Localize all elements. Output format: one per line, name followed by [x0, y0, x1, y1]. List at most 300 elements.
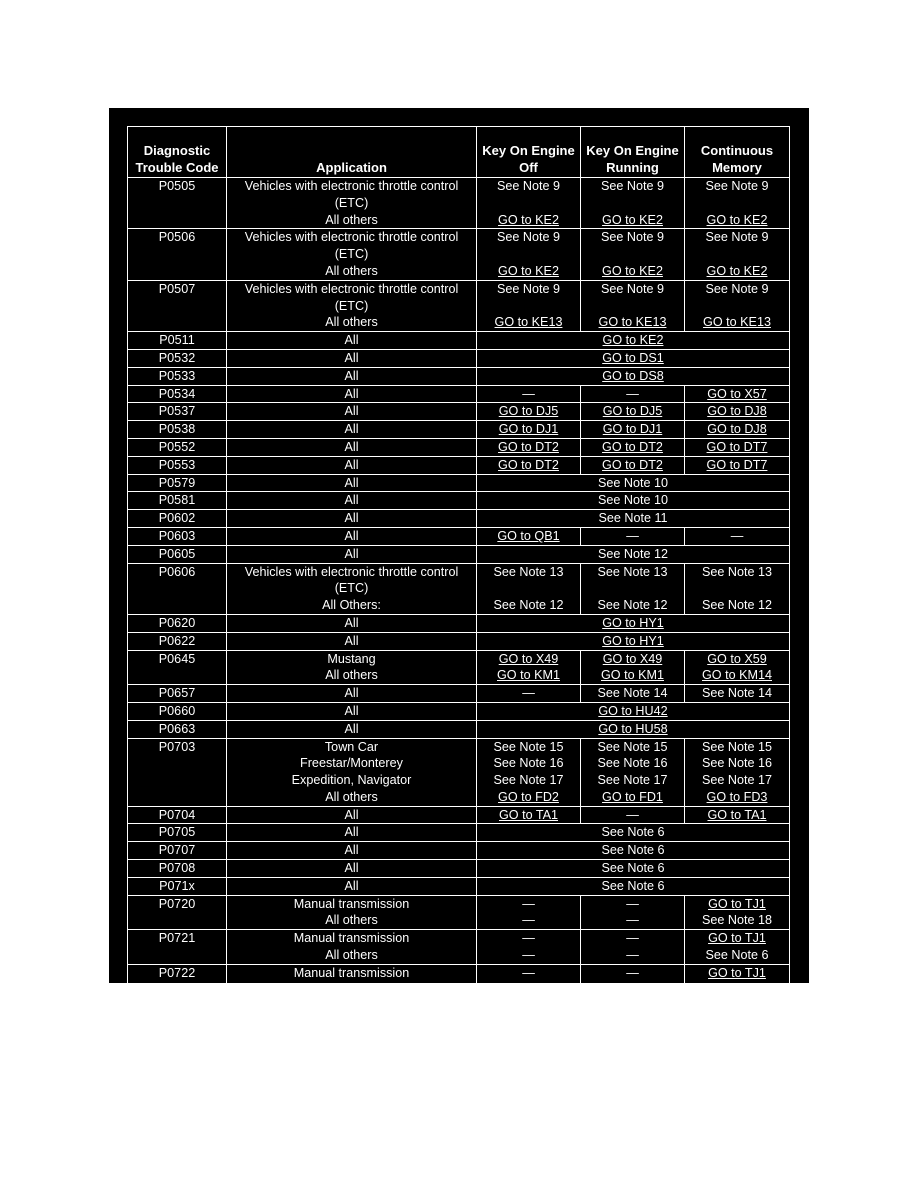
header-code-line: Trouble Code	[135, 160, 219, 176]
cell-text: —	[522, 896, 535, 911]
cell-app	[227, 349, 477, 367]
dtc-code: P0603	[158, 528, 196, 543]
cell-merged	[477, 860, 790, 878]
table-row	[128, 720, 790, 738]
cell-app	[227, 632, 477, 650]
cell-app	[227, 563, 477, 614]
cell-text: All	[344, 422, 359, 437]
cell-text: See Note 16	[597, 756, 668, 771]
dtc-code: P0602	[158, 511, 196, 526]
table-row	[128, 738, 790, 806]
cell-text	[685, 246, 789, 263]
cell-text: All	[344, 807, 359, 822]
cell-app	[227, 545, 477, 563]
cell-app	[227, 930, 477, 965]
cell-merged	[477, 510, 790, 528]
cell-code	[128, 474, 227, 492]
header-koeo-line: Key On Engine	[482, 143, 575, 159]
cell-text: All	[344, 546, 359, 561]
cell-koer	[581, 403, 685, 421]
cell-text: See Note 18	[701, 913, 773, 928]
cell-text: See Note 6	[601, 861, 665, 876]
goto-link[interactable]: GO to DT2	[602, 457, 663, 472]
goto-link[interactable]: GO to X49	[498, 651, 559, 666]
cell-app	[227, 178, 477, 229]
goto-link[interactable]: GO to DJ1	[498, 422, 559, 437]
goto-link[interactable]: GO to TA1	[498, 807, 559, 822]
goto-link[interactable]: GO to QB1	[497, 528, 560, 543]
cell-text: Mustang	[327, 651, 376, 666]
cell-text: (ETC)	[334, 247, 369, 262]
goto-link[interactable]: GO to KE2	[602, 263, 663, 278]
cell-text: See Note 9	[600, 179, 664, 193]
cell-code	[128, 964, 227, 999]
table-row	[128, 403, 790, 421]
cell-text: See Note 14	[701, 686, 773, 701]
goto-link[interactable]: GO to KE13	[494, 315, 563, 330]
cell-text: All	[344, 368, 359, 383]
cell-cm	[685, 385, 790, 403]
goto-link[interactable]: GO to KE2	[706, 263, 768, 278]
cell-text: See Note 10	[597, 475, 669, 490]
cell-app	[227, 738, 477, 806]
cell-text: (ETC)	[334, 581, 369, 596]
dtc-code: P0645	[158, 651, 196, 666]
cell-text: All	[344, 721, 359, 736]
cell-code	[128, 421, 227, 439]
cell-code	[128, 877, 227, 895]
table-row	[128, 456, 790, 474]
cell-cm	[685, 806, 790, 824]
cell-text: All others	[325, 789, 378, 804]
header-application	[227, 127, 477, 178]
cell-koeo	[477, 895, 581, 930]
goto-link[interactable]: GO to FD2	[498, 789, 559, 804]
table-row	[128, 860, 790, 878]
cell-text: See Note 9	[705, 281, 769, 296]
cell-text: —	[626, 982, 639, 997]
goto-link[interactable]: GO to HU58	[598, 721, 668, 736]
cell-text: All others	[325, 263, 378, 278]
cell-code	[128, 806, 227, 824]
cell-code	[128, 332, 227, 350]
table-row	[128, 964, 790, 999]
cell-koer	[581, 685, 685, 703]
cell-merged	[477, 824, 790, 842]
cell-koer	[581, 930, 685, 965]
cell-text: (ETC)	[334, 195, 369, 210]
table-row	[128, 614, 790, 632]
dtc-code: P0703	[158, 739, 196, 754]
cell-app	[227, 280, 477, 331]
cell-text: All	[344, 457, 359, 472]
cell-text: —	[522, 913, 535, 928]
cell-text: Vehicles with electronic throttle control	[244, 230, 459, 245]
cell-code	[128, 510, 227, 528]
cell-code	[128, 614, 227, 632]
cell-text: All	[344, 843, 359, 858]
cell-merged	[477, 492, 790, 510]
cell-text: See Note 17	[701, 773, 773, 788]
cell-text: Manual transmission	[293, 965, 410, 980]
dtc-code: P0707	[158, 843, 196, 858]
cell-koeo	[477, 280, 581, 331]
cell-cm	[685, 456, 790, 474]
cell-koeo	[477, 964, 581, 999]
cell-koer	[581, 438, 685, 456]
goto-link[interactable]: GO to X49	[602, 651, 663, 666]
cell-text: All others	[325, 913, 378, 928]
goto-link[interactable]: GO to DJ5	[498, 404, 559, 419]
cell-code	[128, 229, 227, 280]
goto-link[interactable]: GO to DJ5	[602, 404, 663, 419]
cell-koer	[581, 806, 685, 824]
cell-text: See Note 13	[701, 564, 773, 579]
cell-code	[128, 367, 227, 385]
cell-text: —	[626, 896, 639, 911]
header-cm-line: Continuous	[700, 143, 774, 159]
cell-cm	[685, 738, 790, 806]
cell-merged	[477, 842, 790, 860]
cell-text: All	[344, 861, 359, 876]
cell-text: —	[522, 686, 535, 701]
header-application-line: Application	[316, 160, 387, 176]
cell-text: —	[522, 982, 535, 997]
goto-link[interactable]: GO to DT2	[498, 457, 559, 472]
cell-merged	[477, 349, 790, 367]
dtc-code: P0507	[158, 281, 196, 296]
table-row	[128, 877, 790, 895]
cell-text	[685, 298, 789, 315]
cell-text: See Note 15	[701, 739, 773, 754]
cell-text	[477, 246, 580, 263]
cell-text: See Note 6	[705, 948, 769, 963]
cell-text: See Note 17	[597, 773, 668, 788]
cell-text: See Note 6	[601, 825, 665, 840]
header-koer	[581, 127, 685, 178]
table-row	[128, 474, 790, 492]
cell-koer	[581, 178, 685, 229]
cell-app	[227, 492, 477, 510]
cell-code	[128, 930, 227, 965]
table-row	[128, 563, 790, 614]
cell-text: —	[626, 386, 639, 401]
dtc-code: P071x	[159, 878, 195, 893]
dtc-code: P0705	[158, 825, 196, 840]
cell-code	[128, 702, 227, 720]
goto-link[interactable]: GO to DT7	[706, 439, 768, 454]
goto-link[interactable]: GO to HY1	[602, 633, 664, 648]
cell-code	[128, 492, 227, 510]
dtc-code: P0721	[158, 931, 196, 946]
table-row	[128, 332, 790, 350]
cell-koer	[581, 964, 685, 999]
cell-text: Manual transmission	[293, 931, 410, 946]
cell-text: All	[344, 386, 359, 401]
cell-code	[128, 545, 227, 563]
cell-text: All	[344, 528, 359, 543]
cell-code	[128, 650, 227, 685]
dtc-code: P0537	[158, 404, 196, 419]
cell-text	[477, 580, 580, 597]
goto-link[interactable]: GO to X59	[707, 651, 767, 666]
goto-link[interactable]: GO to TJ1	[708, 965, 766, 980]
cell-text: See Note 11	[598, 511, 668, 526]
cell-text: —	[626, 528, 639, 543]
cell-merged	[477, 720, 790, 738]
header-cm-line: Memory	[712, 160, 762, 176]
cell-app	[227, 842, 477, 860]
cell-text: See Note 17	[493, 773, 564, 788]
cell-app	[227, 474, 477, 492]
cell-koeo	[477, 806, 581, 824]
cell-app	[227, 806, 477, 824]
cell-app	[227, 421, 477, 439]
dtc-code: P0722	[158, 965, 196, 980]
dtc-code: P0663	[158, 721, 196, 736]
header-koer-line: Key On Engine	[586, 143, 679, 159]
table-row	[128, 510, 790, 528]
cell-code	[128, 860, 227, 878]
cell-code	[128, 685, 227, 703]
table-row	[128, 527, 790, 545]
cell-text: —	[626, 807, 639, 822]
dtc-code: P0605	[158, 546, 196, 561]
cell-code	[128, 438, 227, 456]
cell-merged	[477, 877, 790, 895]
cell-text: See Note 9	[705, 179, 769, 193]
cell-cm	[685, 895, 790, 930]
cell-cm	[685, 403, 790, 421]
goto-link[interactable]: GO to KM1	[497, 668, 560, 683]
dtc-code: P0505	[158, 179, 196, 193]
cell-koeo	[477, 438, 581, 456]
dtc-code: P0622	[158, 633, 196, 648]
cell-text: All	[344, 686, 359, 701]
header-code-line: Diagnostic	[143, 143, 211, 159]
dtc-code: P0708	[158, 861, 196, 876]
table-row	[128, 806, 790, 824]
cell-koer	[581, 650, 685, 685]
dtc-code: P0538	[158, 422, 196, 437]
goto-link[interactable]: GO to KM14	[702, 668, 772, 683]
goto-link[interactable]: GO to KE2	[498, 263, 559, 278]
cell-koeo	[477, 738, 581, 806]
cell-koeo	[477, 527, 581, 545]
cell-text: See Note 12	[597, 546, 669, 561]
cell-text: All	[344, 493, 359, 508]
goto-link[interactable]: GO to KE2	[602, 333, 664, 348]
cell-app	[227, 332, 477, 350]
cell-text: All	[344, 703, 359, 718]
cell-merged	[477, 367, 790, 385]
dtc-code: P0534	[158, 386, 196, 401]
table-row	[128, 178, 790, 229]
dtc-table-body	[128, 178, 790, 999]
cell-text: All	[344, 475, 359, 490]
header-koer-line: Running	[606, 160, 659, 176]
cell-koeo	[477, 403, 581, 421]
goto-link[interactable]: GO to KE13	[703, 315, 771, 330]
goto-link[interactable]: GO to DT2	[602, 439, 663, 454]
goto-link[interactable]: GO to X57	[707, 386, 767, 401]
cell-koeo	[477, 178, 581, 229]
cell-app	[227, 860, 477, 878]
cell-text: All	[344, 825, 359, 840]
cell-app	[227, 895, 477, 930]
goto-link[interactable]: GO to DT7	[706, 457, 768, 472]
cell-text: All	[344, 615, 359, 630]
cell-app	[227, 614, 477, 632]
goto-link[interactable]: GO to HY1	[602, 615, 664, 630]
cell-text: Expedition, Navigator	[291, 773, 412, 788]
goto-link[interactable]: GO to HU42	[598, 703, 668, 718]
cell-app	[227, 438, 477, 456]
cell-code	[128, 280, 227, 331]
cell-text: See Note 18	[701, 982, 773, 997]
goto-link[interactable]: GO to KE2	[602, 212, 663, 227]
cell-app	[227, 403, 477, 421]
cell-app	[227, 385, 477, 403]
cell-text	[581, 246, 684, 263]
cell-text: (ETC)	[334, 298, 369, 313]
cell-cm	[685, 930, 790, 965]
cell-cm	[685, 438, 790, 456]
cell-text: See Note 15	[493, 739, 564, 754]
goto-link[interactable]: GO to KE2	[498, 212, 559, 227]
goto-link[interactable]: GO to FD3	[706, 789, 768, 804]
cell-app	[227, 367, 477, 385]
goto-link[interactable]: GO to DJ8	[707, 422, 767, 437]
goto-link[interactable]: GO to DS8	[602, 368, 664, 383]
cell-code	[128, 385, 227, 403]
cell-app	[227, 964, 477, 999]
cell-text: —	[522, 948, 535, 963]
cell-text: —	[522, 965, 535, 980]
dtc-code: P0506	[158, 230, 196, 245]
cell-text: All others	[325, 948, 378, 963]
cell-text: Vehicles with electronic throttle control	[244, 281, 459, 296]
dtc-code: P0581	[158, 493, 196, 508]
cell-text: All	[344, 333, 359, 348]
cell-app	[227, 720, 477, 738]
table-row	[128, 385, 790, 403]
cell-text: Town Car	[324, 739, 379, 754]
dtc-code: P0720	[158, 896, 196, 911]
dtc-code: P0657	[158, 686, 196, 701]
cell-text: See Note 10	[597, 493, 669, 508]
cell-text	[477, 298, 580, 315]
goto-link[interactable]: GO to DJ1	[602, 422, 663, 437]
cell-text: See Note 6	[601, 843, 665, 858]
cell-text: See Note 9	[496, 230, 560, 245]
cell-code	[128, 738, 227, 806]
header-row	[128, 127, 790, 178]
goto-link[interactable]: GO to KE2	[706, 212, 768, 227]
cell-text: All	[344, 633, 359, 648]
dtc-table	[127, 126, 790, 999]
cell-koeo	[477, 456, 581, 474]
goto-link[interactable]: GO to FD1	[602, 789, 663, 804]
cell-text: All	[344, 439, 359, 454]
cell-cm	[685, 563, 790, 614]
cell-text: See Note 6	[601, 878, 665, 893]
cell-code	[128, 527, 227, 545]
table-row	[128, 650, 790, 685]
dtc-code: P0620	[158, 615, 196, 630]
cell-text	[581, 580, 684, 597]
goto-link[interactable]: GO to TJ1	[708, 896, 766, 911]
goto-link[interactable]: GO to KM1	[601, 668, 664, 683]
cell-text: —	[522, 931, 535, 946]
goto-link[interactable]: GO to DT2	[498, 439, 559, 454]
cell-text: See Note 15	[597, 739, 668, 754]
cell-text: Vehicles with electronic throttle control	[244, 564, 459, 579]
cell-text: Manual transmission	[293, 896, 410, 911]
cell-merged	[477, 614, 790, 632]
table-row	[128, 229, 790, 280]
table-row	[128, 842, 790, 860]
cell-text: All others	[325, 315, 378, 330]
cell-app	[227, 510, 477, 528]
cell-koer	[581, 527, 685, 545]
cell-cm	[685, 421, 790, 439]
cell-app	[227, 229, 477, 280]
table-row	[128, 438, 790, 456]
table-row	[128, 280, 790, 331]
cell-text: All others	[325, 982, 378, 997]
table-row	[128, 349, 790, 367]
cell-cm	[685, 650, 790, 685]
cell-app	[227, 456, 477, 474]
goto-link[interactable]: GO to TJ1	[708, 931, 766, 946]
cell-cm	[685, 685, 790, 703]
goto-link[interactable]: GO to DJ8	[707, 404, 767, 419]
cell-text: See Note 12	[597, 598, 668, 613]
table-row	[128, 492, 790, 510]
table-row	[128, 685, 790, 703]
cell-cm	[685, 178, 790, 229]
cell-koeo	[477, 563, 581, 614]
dtc-code: P0606	[158, 564, 196, 579]
cell-merged	[477, 545, 790, 563]
table-row	[128, 702, 790, 720]
cell-text: See Note 13	[597, 564, 668, 579]
cell-koeo	[477, 229, 581, 280]
goto-link[interactable]: GO to TA1	[707, 807, 767, 822]
dtc-code: P0579	[158, 475, 196, 490]
cell-text: See Note 9	[600, 230, 664, 245]
cell-app	[227, 685, 477, 703]
cell-text: All others	[325, 212, 378, 227]
cell-text	[685, 195, 789, 212]
cell-text: See Note 9	[705, 230, 769, 245]
cell-text: All Others:	[322, 598, 381, 613]
cell-code	[128, 178, 227, 229]
cell-text: Freestar/Monterey	[300, 756, 403, 771]
cell-code	[128, 349, 227, 367]
cell-text: See Note 9	[496, 179, 560, 193]
cell-cm	[685, 527, 790, 545]
cell-koer	[581, 456, 685, 474]
cell-text: All	[344, 878, 359, 893]
goto-link[interactable]: GO to KE13	[598, 315, 667, 330]
cell-text: See Note 14	[597, 686, 668, 701]
cell-code	[128, 403, 227, 421]
header-continuous-memory	[685, 127, 790, 178]
goto-link[interactable]: GO to DS1	[602, 350, 664, 365]
cell-koeo	[477, 685, 581, 703]
